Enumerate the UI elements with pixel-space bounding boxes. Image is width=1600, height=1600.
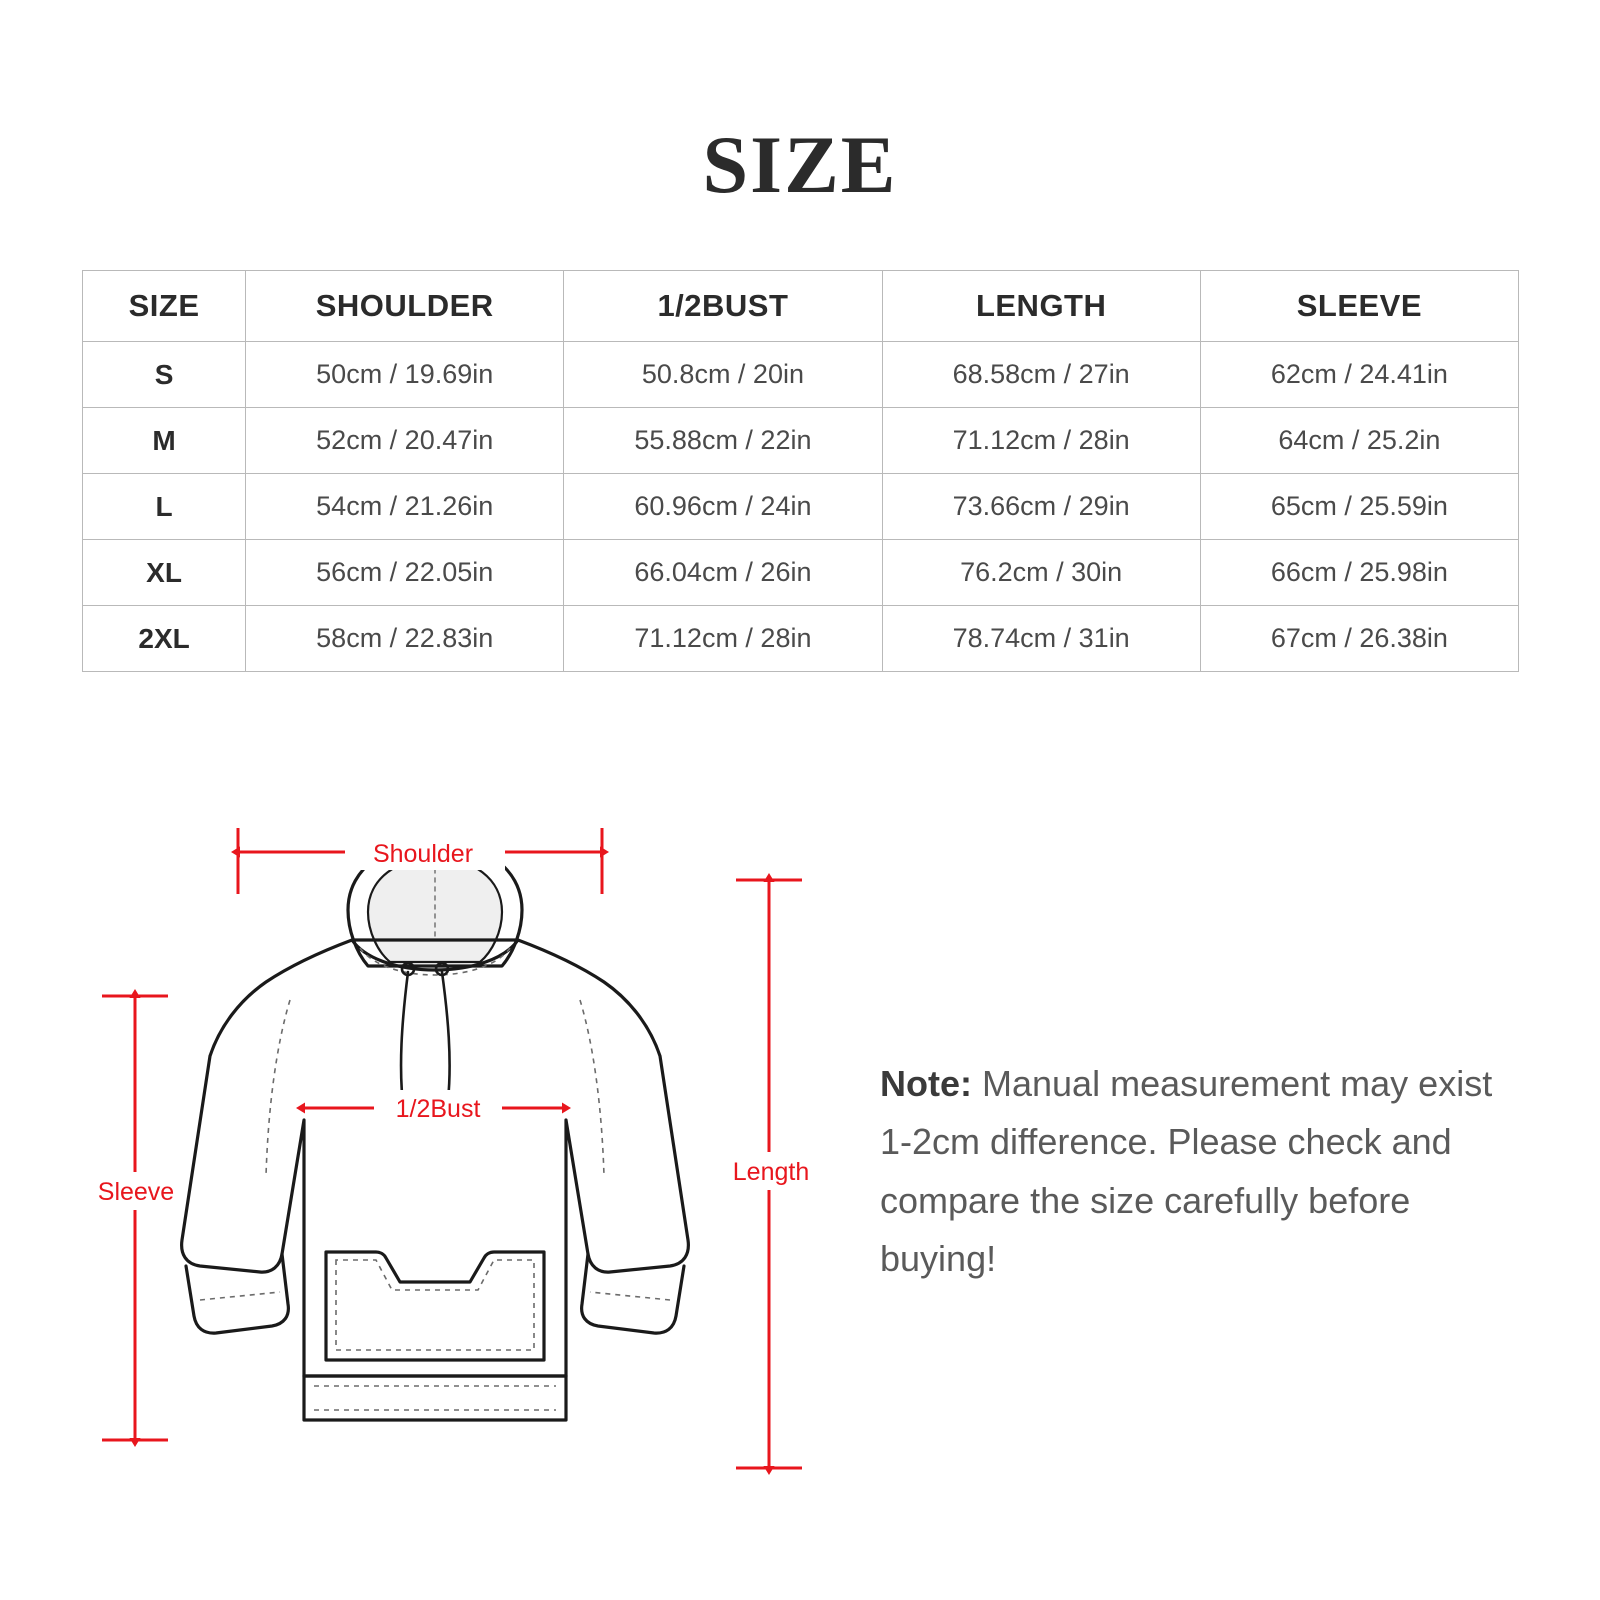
- cell-shoulder: 52cm / 20.47in: [246, 408, 564, 474]
- cell-size: M: [83, 408, 246, 474]
- table-row: [83, 342, 1519, 408]
- measurement-diagram: [90, 820, 850, 1520]
- column-header-size: SIZE: [83, 271, 246, 342]
- note-block: [880, 1055, 1520, 1288]
- column-header-shoulder: SHOULDER: [246, 271, 564, 342]
- cell-length: 78.74cm / 31in: [882, 606, 1200, 672]
- cell-length: 73.66cm / 29in: [882, 474, 1200, 540]
- table-row: [83, 474, 1519, 540]
- cell-shoulder: 56cm / 22.05in: [246, 540, 564, 606]
- shoulder-label: Shoulder: [372, 840, 474, 868]
- cell-size: 2XL: [83, 606, 246, 672]
- column-header-length: LENGTH: [882, 271, 1200, 342]
- bust-label: 1/2Bust: [395, 1095, 481, 1123]
- cell-bust: 55.88cm / 22in: [564, 408, 882, 474]
- column-header-sleeve: SLEEVE: [1200, 271, 1518, 342]
- cell-sleeve: 64cm / 25.2in: [1200, 408, 1518, 474]
- cell-size: S: [83, 342, 246, 408]
- cell-bust: 60.96cm / 24in: [564, 474, 882, 540]
- cell-size: L: [83, 474, 246, 540]
- cell-bust: 66.04cm / 26in: [564, 540, 882, 606]
- cell-shoulder: 50cm / 19.69in: [246, 342, 564, 408]
- cell-shoulder: 54cm / 21.26in: [246, 474, 564, 540]
- cell-sleeve: 65cm / 25.59in: [1200, 474, 1518, 540]
- column-header-bust: 1/2BUST: [564, 271, 882, 342]
- length-label: Length: [732, 1158, 810, 1186]
- cell-length: 68.58cm / 27in: [882, 342, 1200, 408]
- cell-length: 71.12cm / 28in: [882, 408, 1200, 474]
- note-label: Note:: [880, 1063, 972, 1104]
- page-title: SIZE: [702, 119, 898, 210]
- note-text: Manual measurement may exist 1-2cm difference. Please check and compare the size carefully before buying!: [880, 1063, 1493, 1279]
- size-chart-table: [82, 270, 1519, 672]
- cell-sleeve: 66cm / 25.98in: [1200, 540, 1518, 606]
- cell-sleeve: 62cm / 24.41in: [1200, 342, 1518, 408]
- table-row: [83, 408, 1519, 474]
- cell-shoulder: 58cm / 22.83in: [246, 606, 564, 672]
- cell-sleeve: 67cm / 26.38in: [1200, 606, 1518, 672]
- table-header-row: [83, 271, 1519, 342]
- cell-size: XL: [83, 540, 246, 606]
- cell-bust: 50.8cm / 20in: [564, 342, 882, 408]
- sleeve-label: Sleeve: [97, 1178, 175, 1206]
- cell-length: 76.2cm / 30in: [882, 540, 1200, 606]
- table-row: [83, 606, 1519, 672]
- cell-bust: 71.12cm / 28in: [564, 606, 882, 672]
- table-row: [83, 540, 1519, 606]
